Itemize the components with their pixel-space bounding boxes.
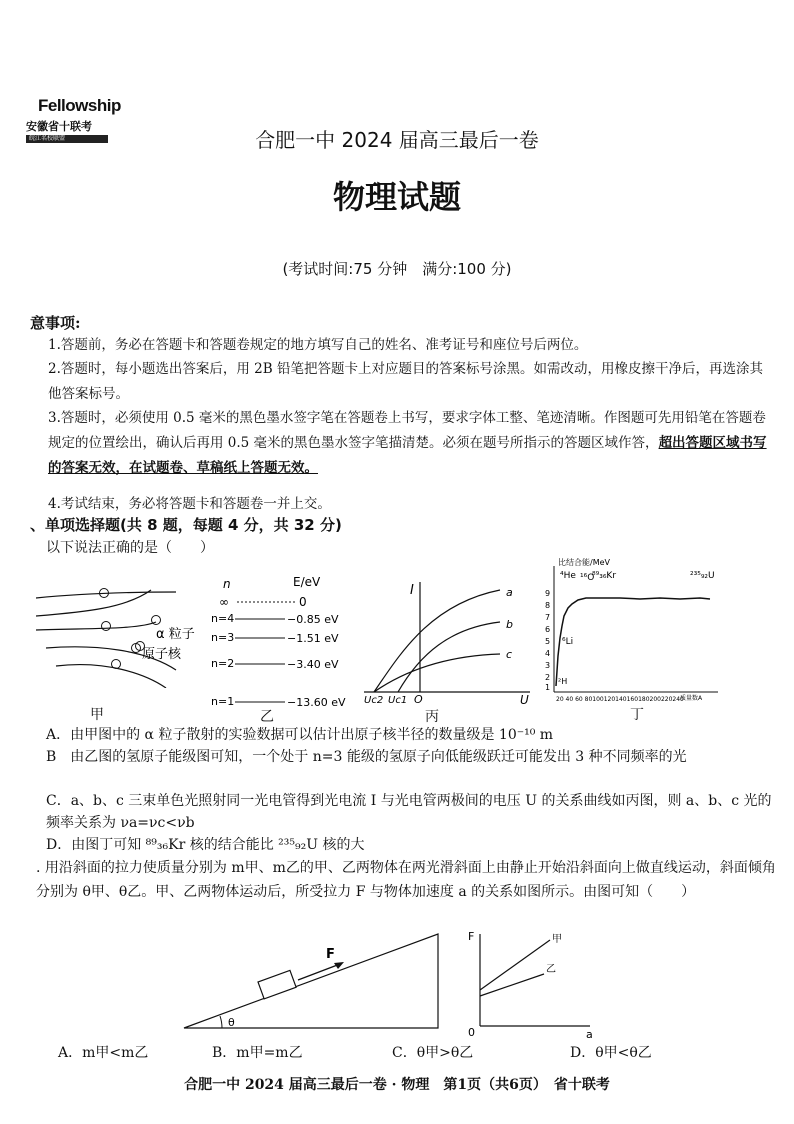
q1-option-d: D．由图丁可知 ⁸⁹₃₆Kr 核的结合能比 ²³⁵₉₂U 核的大	[46, 837, 365, 853]
block	[258, 970, 296, 999]
fa-origin: 0	[468, 1026, 475, 1038]
fa-x-label: a	[586, 1028, 593, 1038]
curve-a	[374, 590, 500, 692]
level-e-4: −0.85 eV	[287, 613, 339, 626]
section-title: 、单项选择题(共 8 题，每题 4 分，共 32 分)	[30, 516, 342, 534]
level-e-3: −1.51 eV	[287, 632, 339, 645]
ding-kr: ⁸⁹₃₆Kr	[592, 571, 617, 581]
note-3-text: 3.答题时，必须使用 0.5 毫米的黑色墨水签字笔在答题卷上书写，要求字体工整、笔迹清晰。作图题可先用铅笔在答题卷规定的位置绘出，确认后再用 0.5 毫米的黑色墨水签字笔描清楚。必须在题号所指示的答题区域作答，	[48, 410, 766, 451]
q1-option-a: A．由甲图中的 α 粒子散射的实验数据可以估计出原子核半径的数量级是 10⁻¹⁰ m	[46, 727, 554, 743]
e-header: E/eV	[293, 575, 321, 589]
alpha-path-5	[56, 665, 166, 688]
level-n-2: n=2	[211, 657, 235, 670]
note-1: 1.答题前，务必在答题卡和答题卷规定的地方填写自己的姓名、准考证号和座位号后两位。	[48, 337, 588, 353]
bing-uc2: Uc2	[364, 695, 384, 704]
fa-line2: 乙	[546, 964, 556, 975]
ding-ytick: 3	[545, 661, 551, 670]
ding-ylabel: 比结合能/MeV	[558, 558, 610, 567]
n-header: n	[223, 577, 231, 591]
bing-uc1: Uc1	[388, 695, 408, 704]
ding-xticks: 20 40 60 80100120140160180200220240	[556, 696, 684, 703]
page-footer	[0, 1074, 794, 1094]
exam-info: (考试时间:75 分钟 满分:100 分)	[282, 260, 512, 278]
q2-option-a: A．m甲<m乙	[58, 1045, 149, 1061]
caption-jia: 甲	[90, 707, 104, 723]
nucleus-label: 原子核	[142, 647, 182, 662]
theta-label: θ	[228, 1016, 235, 1029]
block-rect	[258, 970, 296, 999]
incline-triangle	[184, 934, 438, 1028]
bing-y-label: I	[410, 583, 414, 598]
particle-dot	[152, 616, 161, 625]
bing-b: b	[506, 618, 513, 631]
q2-option-c: C．θ甲>θ乙	[392, 1045, 474, 1061]
note-3	[48, 406, 770, 481]
fa-line1: 甲	[552, 934, 562, 945]
ding-ytick: 7	[545, 613, 551, 622]
level-n-4: n=4	[211, 612, 235, 625]
bing-c: c	[506, 648, 513, 661]
figure-yi	[205, 566, 375, 706]
level-n-1: n=1	[211, 695, 235, 706]
ding-ytick: 9	[545, 589, 551, 598]
ding-he: ⁴He	[560, 571, 576, 581]
level-e-1: −13.60 eV	[287, 696, 346, 706]
figure-ding	[540, 556, 720, 704]
particle-dot	[112, 660, 121, 669]
ding-xlabel: 质量数A	[680, 695, 703, 702]
logo-subtitle: 安徽省十联考	[26, 120, 92, 133]
ding-ytick: 5	[545, 637, 551, 646]
footer-mark: 省十联考	[553, 1077, 610, 1093]
bing-x-label: U	[520, 693, 529, 704]
notes-heading: 意事项:	[30, 314, 81, 332]
q1-option-c: C．a、b、c 三束单色光照射同一光电管得到光电流 I 与光电管两极间的电压 U 的关系曲线如丙图，则 a、b、c 光的频率关系为 νa=νc<νb	[46, 793, 772, 831]
ding-ytick: 1	[545, 683, 551, 692]
force-label: F	[326, 947, 335, 962]
alpha-label: α 粒子	[156, 627, 195, 642]
ding-o: ¹⁶O	[580, 573, 595, 583]
logo-text: Fellowship	[38, 96, 121, 115]
binding-curve	[556, 598, 710, 686]
caption-bing: 丙	[425, 709, 439, 725]
level-e-2: −3.40 eV	[287, 658, 339, 671]
q1-stem: 以下说法正确的是（ ）	[46, 540, 214, 556]
curve-c	[374, 654, 500, 692]
level-e-inf: 0	[299, 595, 307, 609]
note-2: 2.答题时，每小题选出答案后，用 2B 铅笔把答题卡上对应题目的答案标号涂黑。如需改动，用橡皮擦干净后，再选涂其他答案标号。	[48, 361, 763, 402]
figure-fa	[466, 928, 596, 1038]
logo-cn: 皖江名校联盟	[29, 135, 66, 142]
q2-option-b: B．m甲=m乙	[212, 1045, 303, 1061]
figure-bing	[360, 574, 540, 704]
ding-ytick: 2	[545, 673, 551, 682]
level-n-3: n=3	[211, 631, 235, 644]
note-3-emphasis: 超出答题区域书写的答案无效，在试题卷、草稿纸上答题无效。	[48, 435, 767, 476]
ding-ytick: 4	[545, 649, 551, 658]
ding-h: ²H	[558, 677, 568, 686]
figure-jia	[36, 578, 196, 688]
alpha-path-3	[36, 622, 156, 630]
fa-y-label: F	[468, 930, 475, 943]
ding-ytick: 8	[545, 601, 551, 610]
exam-title: 合肥一中 2024 届高三最后一卷	[255, 128, 539, 152]
level-n-inf: ∞	[219, 595, 229, 609]
footer-text: 合肥一中 2024 届高三最后一卷 · 物理 第1页（共6页）	[184, 1077, 540, 1093]
note-4: 4.考试结束，务必将答题卡和答题卷一并上交。	[48, 496, 331, 512]
subject-title: 物理试题	[332, 178, 461, 216]
ding-li: ⁶Li	[562, 637, 574, 647]
angle-arc	[220, 1016, 222, 1028]
line-jia	[480, 940, 550, 990]
q2-option-d: D．θ甲<θ乙	[570, 1045, 652, 1061]
particle-dot	[102, 622, 111, 631]
bing-origin: O	[414, 693, 423, 704]
ding-ytick: 6	[545, 625, 551, 634]
curve-b	[398, 622, 500, 692]
caption-yi: 乙	[260, 709, 274, 725]
bing-a: a	[506, 586, 513, 599]
ding-yticks	[545, 589, 550, 692]
caption-ding: 丁	[630, 707, 644, 723]
q1-option-b: B 由乙图的氢原子能级图可知，一个处于 n=3 能级的氢原子向低能级跃迁可能发出 3 种不同频率的光	[46, 749, 687, 765]
line-yi	[480, 974, 544, 996]
figure-incline	[180, 930, 442, 1032]
q2-stem: . 用沿斜面的拉力使质量分别为 m甲、m乙的甲、乙两物体在两光滑斜面上由静止开始沿斜面向上做直线运动，斜面倾角分别为 θ甲、θ乙。甲、乙两物体运动后，所受拉力 F 与物体加速度 a 的关系如图所示。由图可知（ ）	[36, 860, 776, 900]
ding-u: ²³⁵₉₂U	[690, 571, 715, 581]
